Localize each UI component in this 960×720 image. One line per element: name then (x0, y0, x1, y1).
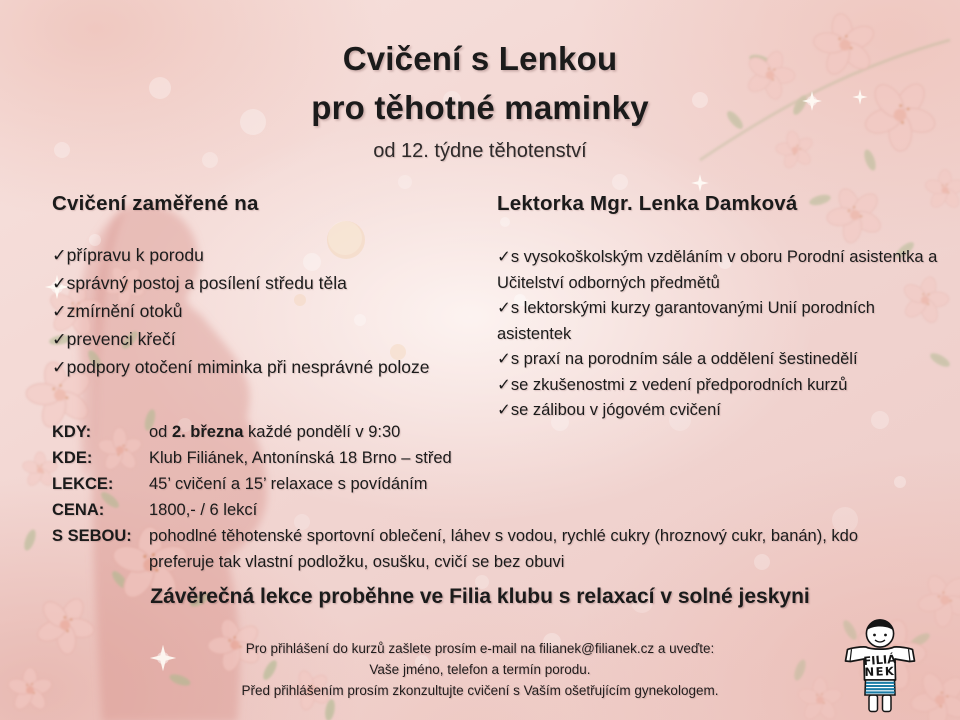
detail-label: LEKCE: (52, 475, 114, 493)
footer-line-3: Před přihlášením prosím zkonzultujte cvičení s Vaším ošetřujícím gynekologem. (241, 683, 719, 698)
detail-value: 45’ cvičení a 15’ relaxace s povídáním (149, 475, 428, 493)
detail-label: CENA: (52, 501, 105, 519)
detail-label: KDY: (52, 423, 92, 441)
mascot-figure (846, 619, 915, 711)
logo-text-line-1: FILIÁ (862, 651, 897, 669)
list-item-text: přípravu k porodu (66, 245, 204, 265)
list-item-text: podpory otočení miminka při nesprávné poloze (66, 357, 430, 377)
checkmark-icon: ✓ (52, 245, 67, 265)
detail-value-text: od (149, 423, 172, 441)
list-item-text: se zálibou v jógovém cvičení (510, 401, 721, 419)
detail-row-kdy (52, 419, 938, 445)
list-item-text: prevenci křečí (66, 329, 176, 349)
list-item (52, 241, 492, 269)
page-title-line-2: pro těhotné maminky (311, 89, 649, 126)
section-lecturer (497, 192, 949, 424)
checkmark-icon: ✓ (52, 329, 67, 349)
detail-label: KDE: (52, 449, 93, 467)
footer-note (0, 638, 960, 701)
checkmark-icon: ✓ (52, 301, 67, 321)
detail-row-cena (52, 497, 938, 523)
detail-value: 1800,- / 6 lekcí (149, 501, 258, 519)
list-item (52, 269, 492, 297)
closing-line: Závěrečná lekce proběhne ve Filia klubu s relaxací v solné jeskyni (150, 585, 810, 608)
title-block (0, 34, 960, 165)
list-item (497, 373, 949, 399)
detail-value: Klub Filiánek, Antonínská 18 Brno – střed (149, 449, 452, 467)
checkmark-icon: ✓ (497, 401, 511, 419)
page-title-line-1: Cvičení s Lenkou (342, 40, 618, 77)
list-item-text: s praxí na porodním sále a oddělení šestinedělí (510, 350, 858, 368)
list-item (497, 347, 949, 373)
footer-line-1: Pro přihlášení do kurzů zašlete prosím e-mail na filianek@filianek.cz a uveďte: (245, 641, 715, 656)
mascot-eye (873, 634, 876, 637)
section-heading: Lektorka Mgr. Lenka Damková (497, 192, 798, 215)
checkmark-icon: ✓ (52, 357, 67, 377)
list-item (52, 297, 492, 325)
list-item-text: s vysokoškolským vzděláním v oboru Porodní asistentka a Učitelství odborných předmětů (497, 248, 938, 292)
section-exercise-focus (52, 192, 492, 381)
checkmark-icon: ✓ (497, 248, 511, 266)
detail-value-text: pohodlné těhotenské sportovní oblečení, láhev s vodou, rychlé cukry (hroznový cukr, banán), kdo (149, 527, 859, 545)
mascot-leg-right (883, 695, 892, 712)
checkmark-icon: ✓ (497, 375, 511, 394)
list-item (52, 353, 492, 381)
detail-label: S SEBOU: (52, 527, 132, 545)
page-subtitle: od 12. týdne těhotenství (373, 140, 587, 162)
checkmark-icon: ✓ (497, 299, 511, 317)
filianek-logo (841, 616, 919, 716)
course-details (52, 419, 938, 575)
detail-row-kde (52, 445, 938, 471)
list-item (52, 325, 492, 353)
checkmark-icon: ✓ (497, 350, 511, 368)
checkmark-icon: ✓ (52, 273, 67, 293)
detail-value-text: každé pondělí v 9:30 (243, 423, 401, 441)
list-item-text: se zkušenostmi z vedení předporodních kurzů (510, 375, 848, 394)
mascot-leg-left (869, 695, 878, 712)
detail-value-bold: 2. března (171, 423, 244, 441)
detail-row-lekce (52, 471, 938, 497)
detail-value (149, 419, 938, 445)
list-item-text: zmírnění otoků (66, 301, 183, 321)
list-item-text: správný postoj a posílení středu těla (66, 273, 347, 293)
detail-value (149, 523, 938, 575)
mascot-eye (884, 634, 887, 637)
list-item (497, 296, 949, 347)
section-heading: Cvičení zaměřené na (52, 192, 259, 215)
list-item (497, 245, 949, 296)
list-item-text: s lektorskými kurzy garantovanými Unií porodních asistentek (497, 299, 875, 343)
detail-row-ssebou (52, 523, 938, 575)
footer-line-2: Vaše jméno, telefon a termín porodu. (369, 662, 591, 677)
detail-value-text: preferuje tak vlastní podložku, osušku, cvičí se bez obuvi (149, 553, 565, 571)
logo-text-line-2: NEK (864, 663, 896, 680)
